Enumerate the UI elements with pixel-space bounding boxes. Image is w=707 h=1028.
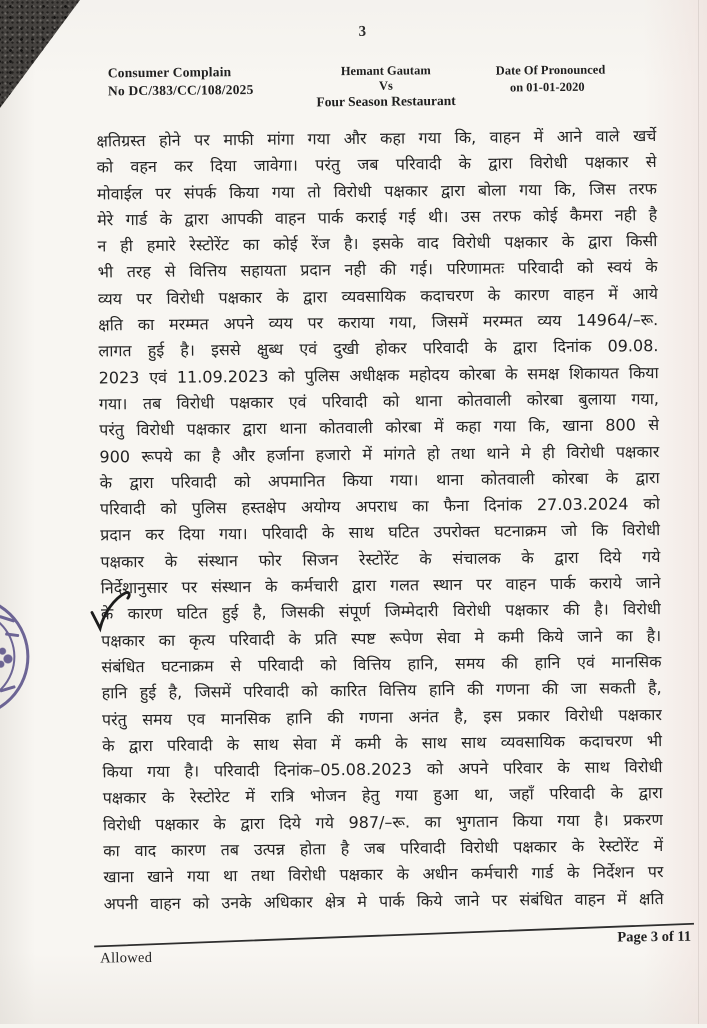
parties-block	[266, 63, 506, 111]
document-text-line: 900 रूपये का है और हर्जाना हजारो में मांगते हो तथा थाने मे ही विरोधी पक्षकार	[99, 441, 660, 466]
seal-emblem	[0, 643, 13, 669]
pronounced-date: on 01-01-2020	[509, 79, 585, 95]
document-text-line: क्षति का मरम्मत अपने व्यय पर कराया गया, जिसमें मरम्मत व्यय 14964/–रू.	[98, 310, 659, 335]
case-title: Consumer Complain	[107, 64, 232, 81]
document-text-line: न ही हमारे रेस्टोरेंट का कोई रेंज है। इसके वाद विरोधी पक्षकार के द्वारा किसी	[97, 231, 658, 256]
document-text-line: के द्वारा परिवादी को अपमानित किया गया। थाना कोतवाली कोरबा के द्वारा	[99, 467, 660, 493]
document-text-line: के द्वारा परिवादी के साथ सेवा में कमी के साथ साथ व्यवसायिक कदाचरण भी	[102, 730, 663, 756]
pronounced-label: Date Of Pronounced	[495, 62, 606, 78]
case-result-label: Allowed	[100, 949, 153, 967]
document-text-line: परिवादी को पुलिस हस्तक्षेप अयोग्य अपराध का फैना दिनांक 27.03.2024 को	[99, 494, 661, 519]
document-text-line: व्यय पर विरोधी पक्षकार के द्वारा व्यवसायिक कदाचरण के कारण वाहन में आये	[97, 283, 659, 309]
document-text-line: भी तरह से वित्तिय सहायता प्रदान नही की गई। परिणामतः परिवादी को स्वयं के	[97, 257, 658, 282]
official-seal-stamp	[0, 595, 30, 718]
handwritten-checkmark	[87, 585, 135, 637]
document-text-line: मोवाईल पर संपर्क किया गया तो विरोधी पक्षकार द्वारा बोला गया कि, जिस तरफ	[96, 178, 657, 204]
document-text-line: को वहन कर दिया जावेगा। परंतु जब परिवादी के द्वारा विरोधी पक्षकार से	[96, 152, 657, 177]
judgment-body-text	[96, 123, 664, 917]
top-page-number: 3	[358, 23, 367, 40]
document-text-line: अपनी वाहन को उनके अधिकार क्षेत्र मे पार्क किये जाने पर संबंधित वाहन में क्षति	[103, 888, 664, 914]
document-text-line: पक्षकार के रेस्टोरेट में रात्रि भोजन हेतु गया हुआ था, जहाँ परिवादी के द्वारा	[102, 783, 663, 808]
document-text-line: निर्देशानुसार पर संस्थान के कर्मचारी द्वारा गलत स्थान पर वाहन पार्क कराये जाने	[100, 573, 661, 598]
versus-label: Vs	[378, 78, 393, 93]
document-text-line: खाना खाने गया था तथा विरोधी पक्षकार के अधीन कर्मचारी गार्ड के निर्देशन पर	[103, 862, 664, 887]
document-text-line: के कारण घटित हुई है, जिसकी संपूर्ण जिम्मेदारी विरोधी पक्षकार की है। विरोधी	[100, 599, 662, 624]
document-text-line: परंतु समय एव मानसिक हानि की गणना अनंत है, इस प्रकार विरोधी पक्षकार	[101, 704, 663, 729]
document-text-line: विरोधी पक्षकार के द्वारा दिये गये 987/–रू. का भुगतान किया गया है। प्रकरण	[102, 809, 664, 835]
document-text-line: मेरे गार्ड के द्वारा आपकी वाहन पार्क कराई गई थी। उस तरफ कोई कैमरा नही है	[97, 204, 658, 230]
pagination-label: Page 3 of 11	[617, 928, 692, 946]
document-text-line: क्षतिग्रस्त होने पर माफी मांगा गया और कहा गया कि, वाहन में आने वाले खर्चे	[96, 126, 657, 151]
document-text-line: हानि हुई है, जिसमें परिवादी को कारित वित्तिय हानि की गणना की जा सकती है,	[101, 678, 662, 703]
document-text-line: का वाद कारण तब उत्पन्न होता है जब परिवादी विरोधी पक्षकार के रेस्टोरेंट में	[103, 836, 664, 861]
document-text-line: परंतु विरोधी पक्षकार द्वारा थाना कोतवाली कोरबा में कहा गया कि, खाना 800 से	[99, 415, 660, 440]
document-text-line: संबंधित घटनाक्रम से परिवादी को वित्तिय हानि, समय की हानि एवं मानसिक	[101, 651, 662, 677]
pronouncement-date-block	[496, 61, 656, 97]
case-number: No DC/383/CC/108/2025	[107, 81, 254, 99]
document-text-line: पक्षकार का कृत्य परिवादी के प्रति स्पष्ट रूपेण सेवा मे कमी किये जाने का है।	[101, 625, 662, 651]
document-text-line: गया। तब विरोधी पक्षकार एवं परिवादी को थाना कोतवाली कोरबा बुलाया गया,	[98, 389, 660, 414]
complainant-name: Hemant Gautam	[340, 63, 431, 79]
document-text-line: लागत हुई है। इससे क्षुब्ध एवं दुखी होकर परिवादी के द्वारा दिनांक 09.08.	[98, 336, 659, 361]
document-text-line: किया गया है। परिवादी दिनांक–05.08.2023 को अपने परिवार के साथ विरोधी	[102, 757, 663, 782]
respondent-name: Four Season Restaurant	[316, 93, 456, 110]
document-text-line: प्रदान कर दिया गया। परिवादी के साथ घटित उपरोक्त घटनाक्रम जो कि विरोधी	[100, 520, 661, 545]
document-text-line: पक्षकार के संस्थान फोर सिजन रेस्टोरेंट के संचालक के द्वारा दिये गये	[100, 546, 661, 572]
case-number-block	[108, 63, 254, 100]
document-text-line: 2023 एवं 11.09.2023 को पुलिस अधीक्षक महोदय कोरबा के समक्ष शिकायत किया	[98, 362, 659, 388]
